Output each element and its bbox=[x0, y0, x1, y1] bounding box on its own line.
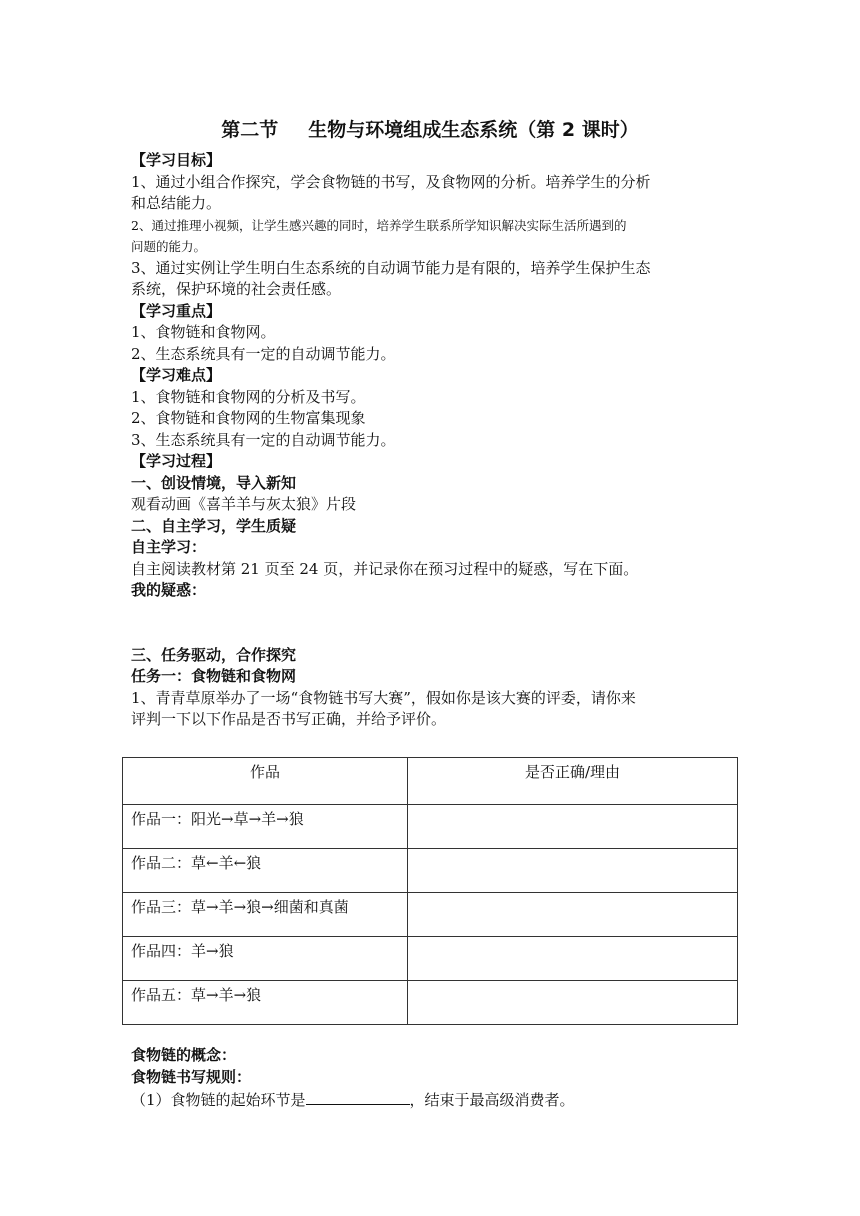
table-row bbox=[123, 849, 738, 893]
objective-line: 3、通过实例让学生明白生态系统的自动调节能力是有限的，培养学生保护生态 bbox=[131, 258, 651, 277]
keypoint-line: 2、生态系统具有一定的自动调节能力。 bbox=[131, 344, 396, 363]
objective-line: 2、通过推理小视频，让学生感兴趣的同时，培养学生联系所学知识解决实际生活所遇到的 bbox=[131, 217, 627, 233]
difficulties-header: 【学习难点】 bbox=[131, 366, 222, 384]
evaluation-table bbox=[122, 757, 738, 1025]
keypoints-header: 【学习重点】 bbox=[131, 301, 222, 320]
rule-line bbox=[131, 1088, 575, 1110]
verdict-cell[interactable] bbox=[408, 849, 738, 893]
table-header-row bbox=[123, 758, 738, 805]
objective-line: 和总结能力。 bbox=[131, 194, 222, 212]
task1-title: 任务一：食物链和食物网 bbox=[131, 667, 297, 685]
lesson-title: 生物与环境组成生态系统（第 2 课时） bbox=[308, 119, 639, 141]
table-row bbox=[123, 981, 738, 1025]
table-row bbox=[123, 805, 738, 849]
objective-line: 问题的能力。 bbox=[131, 239, 207, 254]
header-cell-verdict: 是否正确/理由 bbox=[408, 758, 738, 805]
task1-text: 1、青青草原举办了一场“食物链书写大赛”，假如你是该大赛的评委，请你来 bbox=[131, 688, 636, 707]
verdict-cell[interactable] bbox=[408, 937, 738, 981]
rule1-suffix: ，结束于最高级消费者。 bbox=[409, 1091, 575, 1109]
rules-label: 食物链书写规则： bbox=[131, 1067, 252, 1086]
self-study-text: 自主阅读教材第 21 页至 24 页，并记录你在预习过程中的疑惑，写在下面。 bbox=[131, 559, 639, 578]
header-cell-work: 作品 bbox=[123, 758, 408, 805]
step1-text: 观看动画《喜羊羊与灰太狼》片段 bbox=[131, 495, 357, 513]
objectives-header: 【学习目标】 bbox=[131, 151, 222, 169]
difficulty-line: 1、食物链和食物网的分析及书写。 bbox=[131, 387, 366, 406]
work-cell: 作品三：草→羊→狼→细菌和真菌 bbox=[123, 893, 408, 937]
document-body bbox=[131, 150, 741, 731]
doubts-label: 我的疑惑： bbox=[131, 581, 207, 599]
food-chain-notes bbox=[131, 1045, 575, 1110]
work-cell: 作品四：羊→狼 bbox=[123, 937, 408, 981]
process-header: 【学习过程】 bbox=[131, 452, 222, 470]
self-study-label: 自主学习： bbox=[131, 538, 207, 556]
step3-title: 三、任务驱动，合作探究 bbox=[131, 645, 297, 664]
step1-title: 一、创设情境，导入新知 bbox=[131, 473, 297, 492]
objective-line: 系统，保护环境的社会责任感。 bbox=[131, 280, 342, 298]
table-row bbox=[123, 937, 738, 981]
verdict-cell[interactable] bbox=[408, 893, 738, 937]
table-row bbox=[123, 893, 738, 937]
step2-title: 二、自主学习，学生质疑 bbox=[131, 516, 297, 535]
task1-text: 评判一下以下作品是否书写正确，并给予评价。 bbox=[131, 710, 447, 728]
concept-label: 食物链的概念： bbox=[131, 1046, 237, 1064]
work-cell: 作品二：草←羊←狼 bbox=[123, 849, 408, 893]
work-cell: 作品一：阳光→草→羊→狼 bbox=[123, 805, 408, 849]
rule1-prefix: （1）食物链的起始环节是 bbox=[131, 1091, 306, 1109]
page-title bbox=[0, 115, 860, 142]
difficulty-line: 3、生态系统具有一定的自动调节能力。 bbox=[131, 430, 396, 449]
verdict-cell[interactable] bbox=[408, 981, 738, 1025]
doubts-space bbox=[131, 602, 741, 645]
keypoint-line: 1、食物链和食物网。 bbox=[131, 323, 276, 341]
section-number: 第二节 bbox=[221, 119, 279, 141]
verdict-cell[interactable] bbox=[408, 805, 738, 849]
difficulty-line: 2、食物链和食物网的生物富集现象 bbox=[131, 409, 366, 427]
objective-line: 1、通过小组合作探究，学会食物链的书写，及食物网的分析。培养学生的分析 bbox=[131, 172, 651, 191]
fill-blank[interactable] bbox=[306, 1088, 410, 1105]
work-cell: 作品五：草→羊→狼 bbox=[123, 981, 408, 1025]
